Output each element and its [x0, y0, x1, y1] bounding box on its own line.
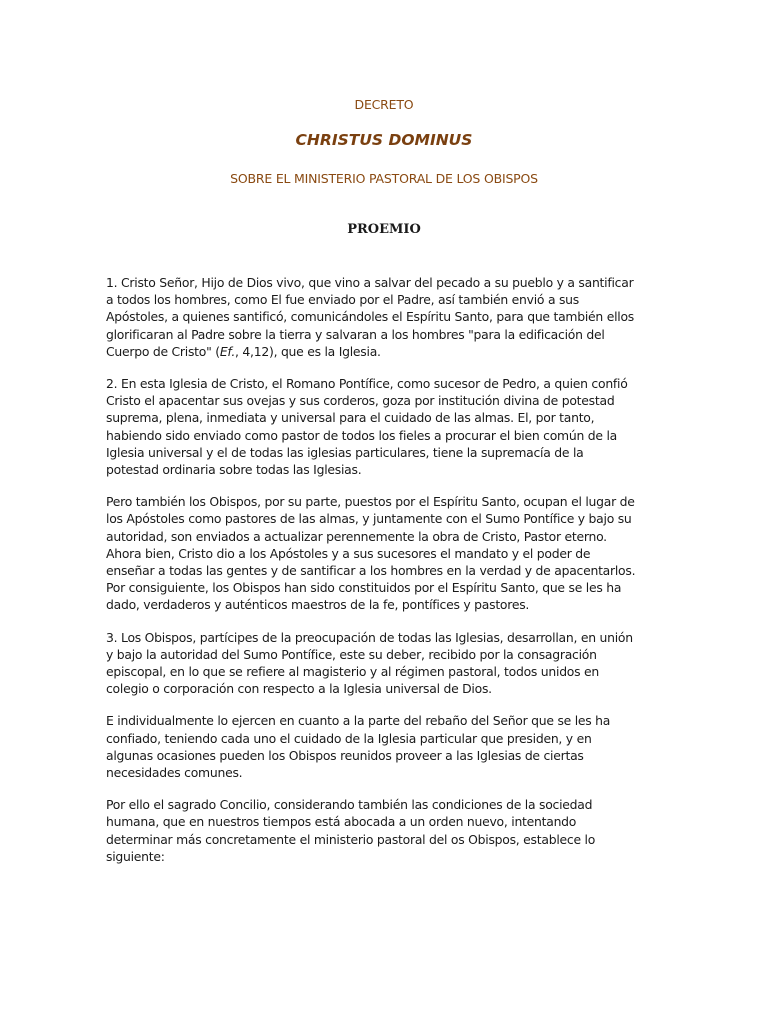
document-type-heading: DECRETO — [354, 97, 414, 112]
document-subtitle: SOBRE EL MINISTERIO PASTORAL DE LOS OBISPOS — [230, 171, 538, 186]
document-body — [106, 274, 636, 880]
paragraph-6: Por ello el sagrado Concilio, considerando también las condiciones de la sociedad humana, que en nuestros tiempos está abocada a un orden nuevo, intentando determinar más concretamente el ministerio pastoral del os Obispos, establece lo siguiente: — [106, 797, 596, 864]
paragraph-3: Pero también los Obispos, por su parte, puestos por el Espíritu Santo, ocupan el lugar de los Apóstoles como pastores de las almas, y juntamente con el Sumo Pontífice y bajo su autoridad, son enviados a actualizar perennemente la obra de Cristo, Pastor eterno. Ahora bien, Cristo dio a los Apóstoles y a sus sucesores el mandato y el poder de enseñar a todas las gentes y de santificar a los hombres en la verdad y de apacentarlos. Por consiguiente, los Obispos han sido constituidos por el Espíritu Santo, que se les ha dado, verdaderos y auténticos maestros de la fe, pontífices y pastores. — [106, 494, 636, 613]
citation-reference: Ef. — [219, 343, 236, 359]
paragraph-1-text-start: 1. Cristo Señor, Hijo de Dios vivo, que vino a salvar del pecado a su pueblo y a santificar a todos los hombres, como El fue enviado por el Padre, así también envió a sus Apóstoles, a quienes santificó, comunicándoles el Espíritu Santo, para que también ellos glorificaran al Padre sobre la tierra y salvaran a los hombres "para la edificación del Cuerpo de Cristo" ( — [106, 275, 635, 359]
section-heading: PROEMIO — [347, 222, 421, 237]
paragraph-1-text-end: , 4,12), que es la Iglesia. — [235, 343, 381, 359]
document-title: CHRISTUS DOMINUS — [295, 131, 473, 149]
paragraph-4: 3. Los Obispos, partícipes de la preocupación de todas las Iglesias, desarrollan, en unión y bajo la autoridad del Sumo Pontífice, este su deber, recibido por la consagración episcopal, en lo que se refiere al magisterio y al régimen pastoral, todos unidos en colegio o corporación con respecto a la Iglesia universal de Dios. — [106, 629, 633, 697]
paragraph-5: E individualmente lo ejercen en cuanto a la parte del rebaño del Señor que se les ha confiado, teniendo cada uno el cuidado de la Iglesia particular que presiden, y en algunas ocasiones pueden los Obispos reunidos proveer a las Iglesias de ciertas necesidades comunes. — [106, 713, 611, 781]
paragraph-2: 2. En esta Iglesia de Cristo, el Romano Pontífice, como sucesor de Pedro, a quien confió Cristo el apacentar sus ovejas y sus corderos, goza por institución divina de potestad suprema, plena, inmediata y universal para el cuidado de las almas. El, por tanto, habiendo sido enviado como pastor de todos los fieles a procurar el bien común de la Iglesia universal y el de todas las iglesias particulares, tiene la supremacía de la potestad ordinaria sobre todas las Iglesias. — [106, 376, 628, 478]
paragraph-1 — [106, 274, 636, 360]
